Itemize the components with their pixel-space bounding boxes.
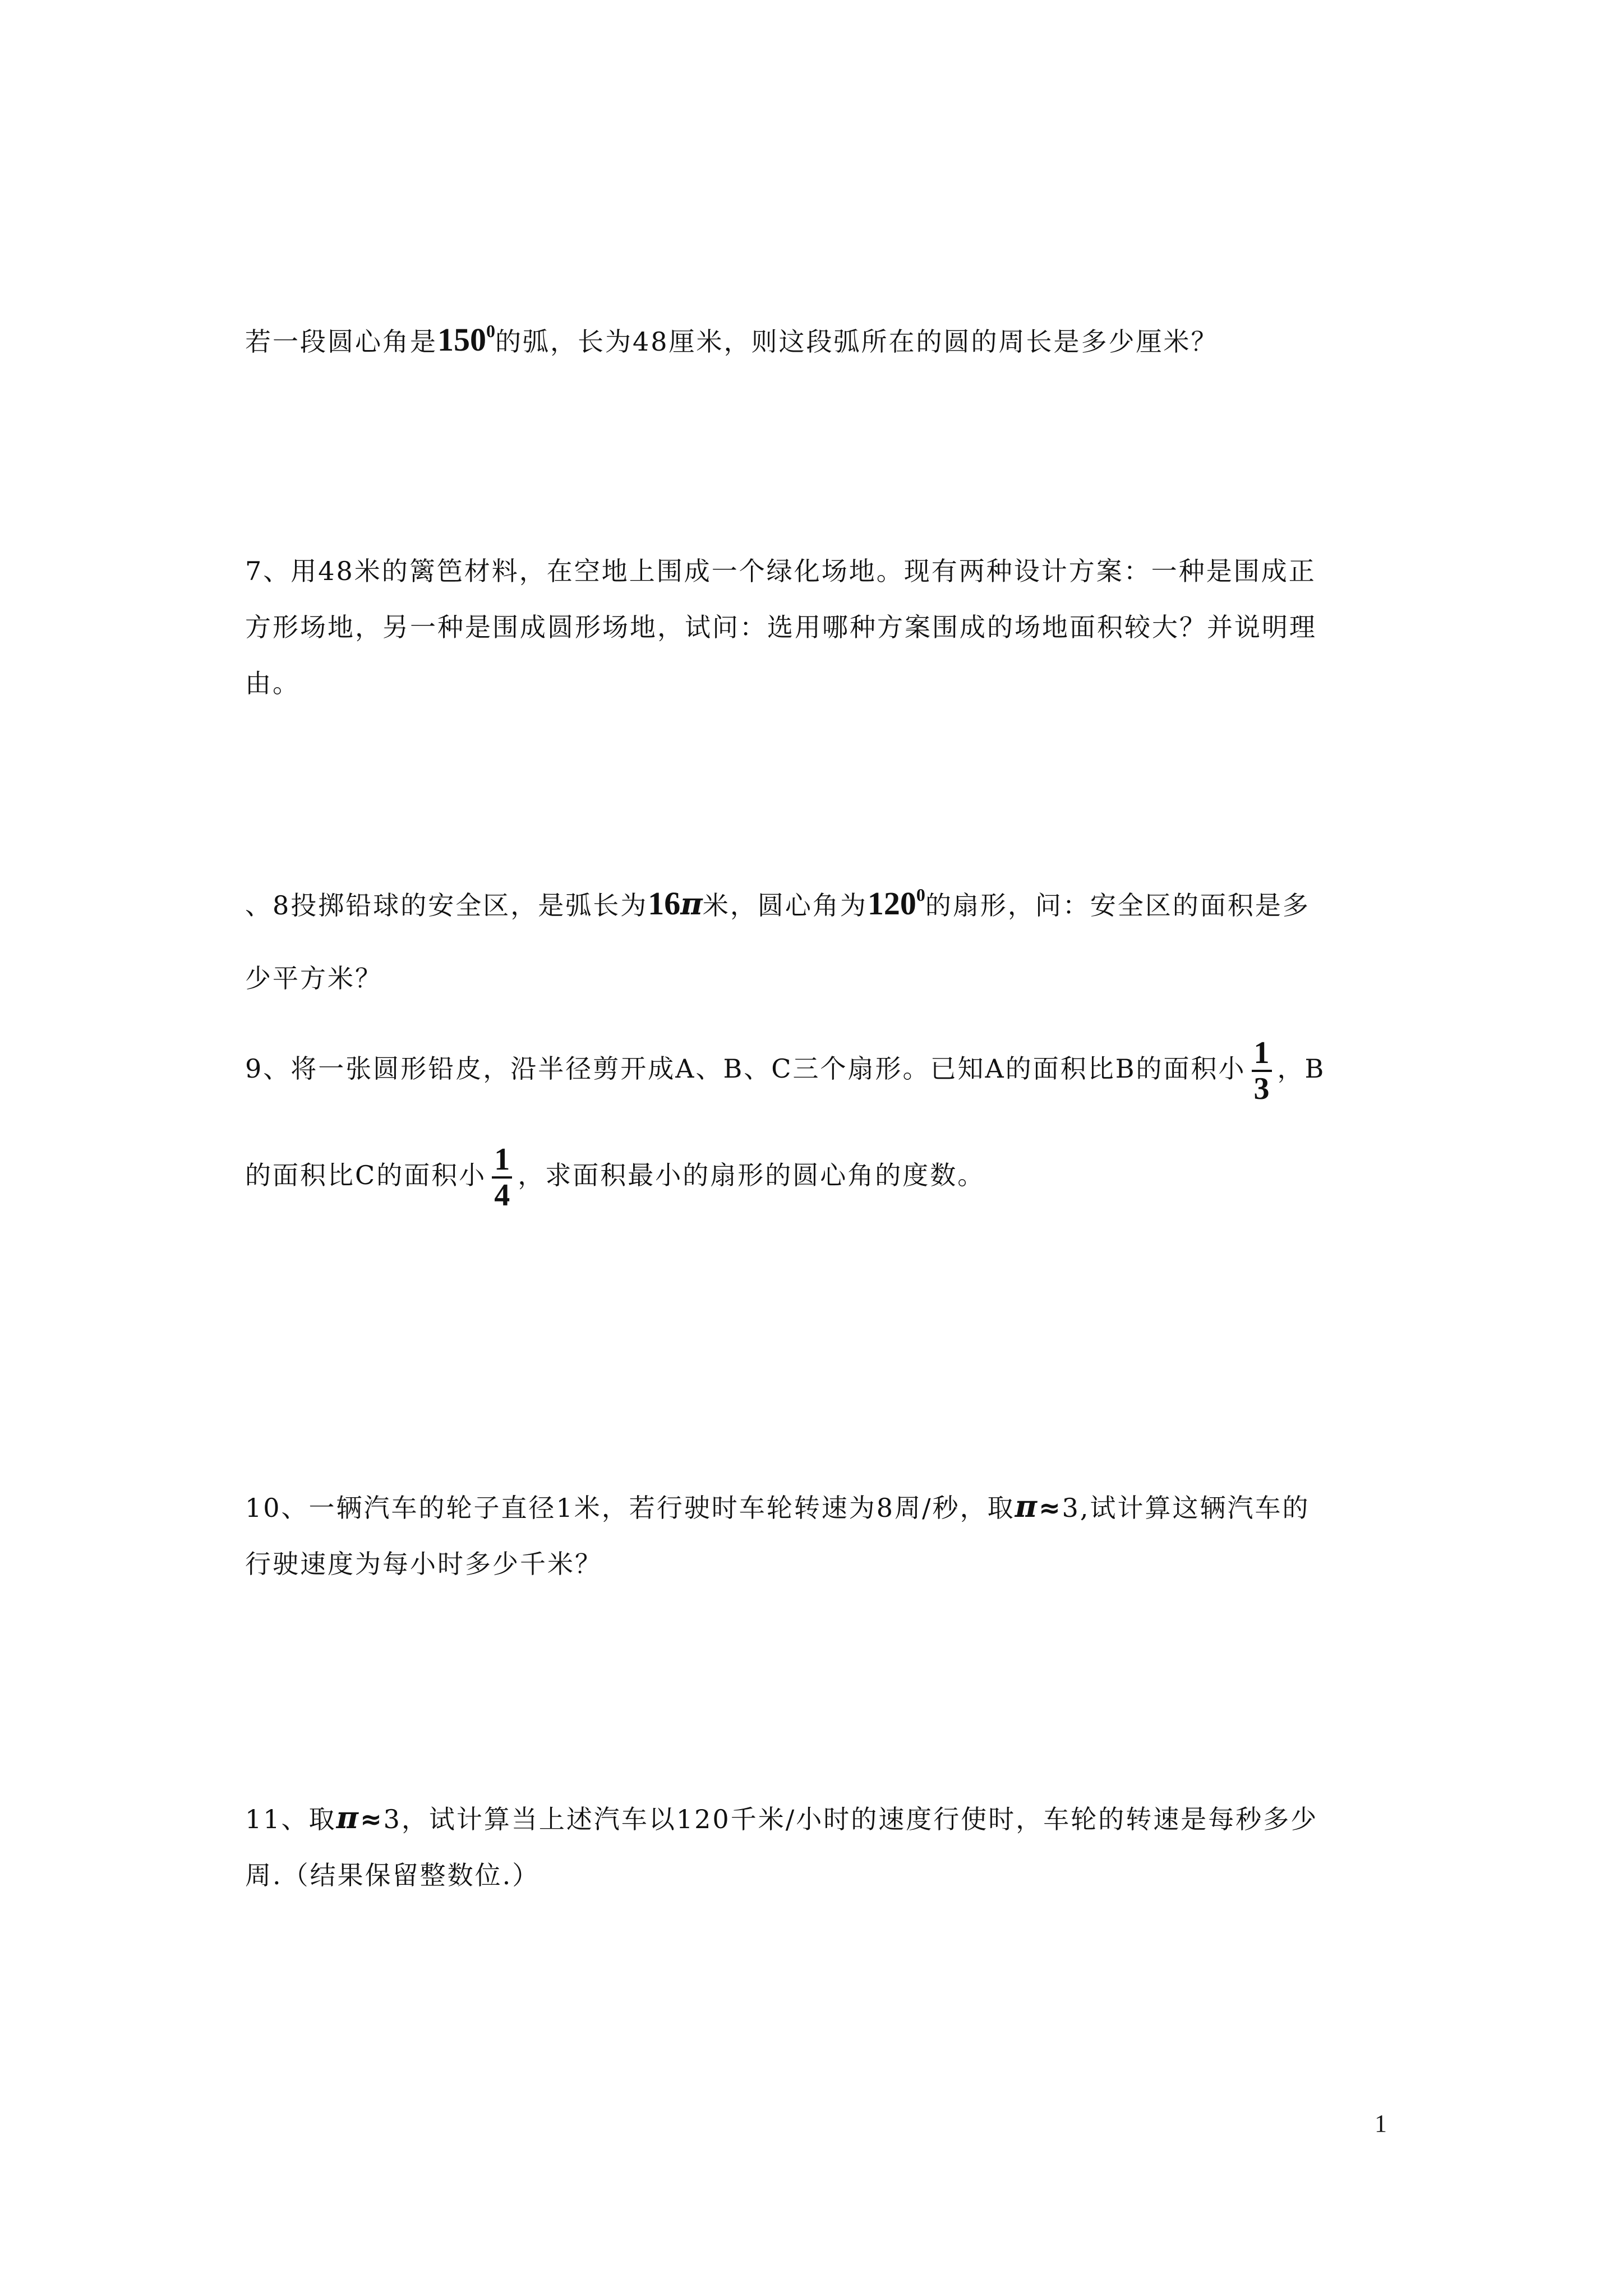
question-11-line-1: 11、取π≈3，试计算当上述汽车以120千米/小时的速度行使时，车轮的转速是每秒多少 — [245, 1800, 1318, 1835]
question-6 — [245, 303, 1395, 370]
question-10-line-2: 行驶速度为每小时多少千米？ — [245, 1549, 602, 1579]
question-8 — [245, 858, 1395, 1015]
question-8-line-1: 、8投掷铅球的安全区，是弧长为16π米，圆心角为$120^0$的扇形，问：安全区的面积是多 — [245, 885, 1310, 922]
angle-150-degrees: $150^0$ — [437, 321, 495, 358]
question-11-line-2: 周.（结果保留整数位.） — [245, 1860, 540, 1890]
question-10-line-1: 10、一辆汽车的轮子直径1米，若行驶时车轮转速为8周/秒，取π≈3,试计算这辆汽车的 — [245, 1488, 1310, 1524]
question-7-line-3: 由。 — [245, 668, 300, 698]
fraction-one-quarter: $\frac{1}{4}$ — [492, 1143, 512, 1212]
question-9-line-2: 的面积比C的面积小 $\frac{1}{4}$ ，求面积最小的扇形的圆心角的度数。 — [245, 1142, 985, 1213]
question-9 — [245, 1015, 1395, 1228]
question-7 — [245, 543, 1395, 711]
question-7-line-1: 7、用48米的篱笆材料，在空地上围成一个绿化场地。现有两种设计方案：一种是围成正 — [245, 556, 1316, 586]
page-number: 1 — [1375, 2110, 1387, 2137]
fraction-one-third: $\frac{1}{3}$ — [1252, 1036, 1272, 1106]
question-10 — [245, 1478, 1395, 1592]
question-8-line-2: 少平方米？ — [245, 963, 382, 993]
question-7-line-2: 方形场地，另一种是围成圆形场地，试问：选用哪种方案围成的场地面积较大？并说明理 — [245, 612, 1317, 642]
arc-length-16pi: 16π — [648, 885, 703, 922]
question-6-line-1: 若一段圆心角是$150^0$的弧，长为48厘米，则这段弧所在的圆的周长是多少厘米？ — [245, 321, 1219, 358]
question-9-line-1: 9、将一张圆形铅皮，沿半径剪开成A、B、C三个扇形。已知A的面积比B的面积小 $\frac{1}{3}$ ，B — [245, 1036, 1326, 1106]
angle-120-degrees: $120^0$ — [867, 885, 925, 922]
question-11 — [245, 1789, 1395, 1903]
